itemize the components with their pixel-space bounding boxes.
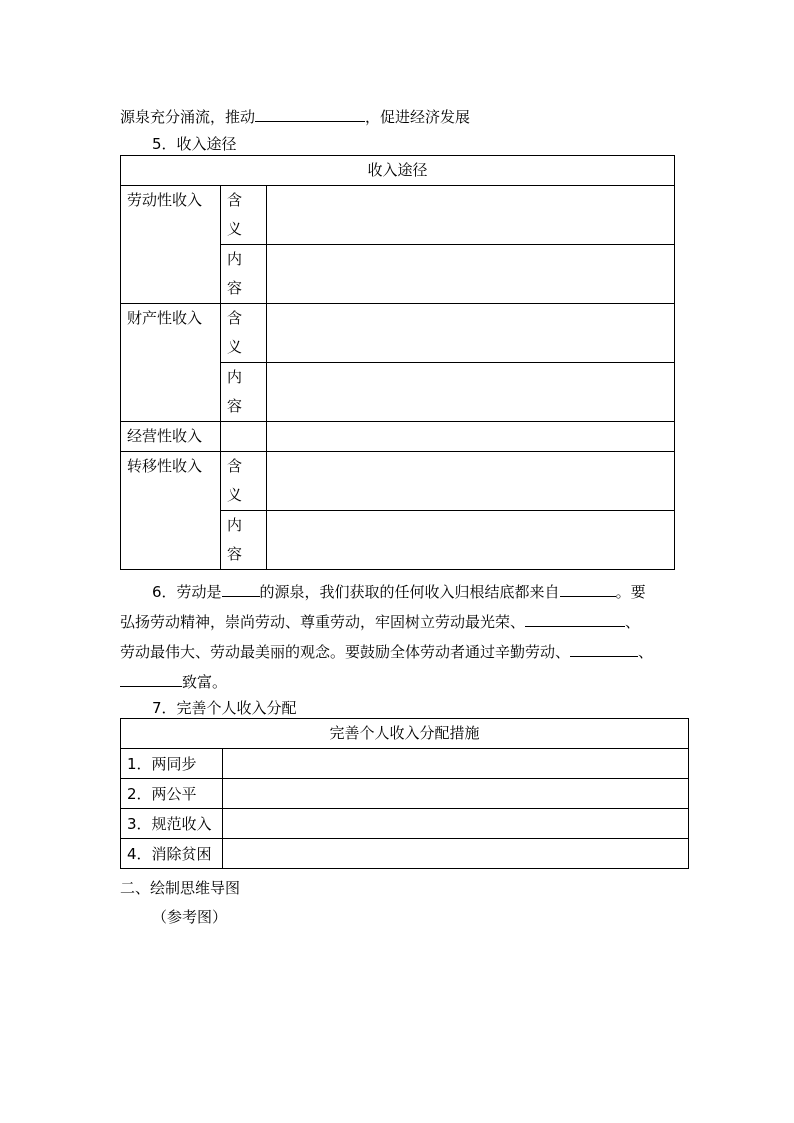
- intro-text-2: ，促进经济发展: [365, 108, 471, 126]
- reference-note: （参考图）: [152, 908, 228, 926]
- q7-heading: 7．完善个人收入分配: [152, 699, 297, 717]
- blank-field[interactable]: [120, 670, 182, 687]
- sub-meaning-label: 含 义: [221, 452, 267, 511]
- answer-cell[interactable]: [223, 839, 689, 869]
- q5-heading: 5．收入途径: [152, 135, 237, 153]
- answer-cell[interactable]: [267, 511, 675, 570]
- intro-text-1: 源泉充分涌流，推动: [120, 108, 256, 126]
- table-title: 收入途径: [121, 156, 675, 186]
- table-title: 完善个人收入分配措施: [121, 719, 689, 749]
- q6-line-2: 弘扬劳动精神，崇尚劳动、尊重劳动，牢固树立劳动最光荣、 、: [120, 610, 640, 632]
- answer-cell[interactable]: [223, 809, 689, 839]
- answer-cell[interactable]: [267, 452, 675, 511]
- income-sources-table: [120, 155, 675, 570]
- category-labor-income: 劳动性收入: [121, 186, 221, 304]
- answer-cell[interactable]: [267, 186, 675, 245]
- q6-line-4: 致富。: [120, 670, 227, 692]
- q6-line-1: 6．劳动是 的源泉，我们获取的任何收入归根结底都来自 。要: [152, 580, 646, 602]
- q6-line-3: 劳动最伟大、劳动最美丽的观念。要鼓励全体劳动者通过辛勤劳动、 、: [120, 640, 653, 662]
- blank-field[interactable]: [570, 640, 638, 657]
- section-2-heading: 二、绘制思维导图: [120, 879, 241, 897]
- answer-cell[interactable]: [267, 363, 675, 422]
- category-transfer-income: 转移性收入: [121, 452, 221, 570]
- answer-cell[interactable]: [267, 304, 675, 363]
- measure-label: 3．规范收入: [121, 809, 223, 839]
- answer-cell[interactable]: [267, 245, 675, 304]
- intro-line: [120, 105, 470, 127]
- answer-cell[interactable]: [223, 779, 689, 809]
- answer-cell[interactable]: [267, 422, 675, 452]
- measure-label: 2．两公平: [121, 779, 223, 809]
- answer-cell[interactable]: [223, 749, 689, 779]
- sub-meaning-label: 含 义: [221, 186, 267, 245]
- blank-field[interactable]: [525, 610, 625, 627]
- blank-field[interactable]: [222, 580, 260, 597]
- blank-field[interactable]: [255, 105, 365, 122]
- measure-label: 1．两同步: [121, 749, 223, 779]
- category-business-income: 经营性收入: [121, 422, 221, 452]
- sub-content-label: 内 容: [221, 511, 267, 570]
- blank-field[interactable]: [560, 580, 616, 597]
- sub-content-label: 内 容: [221, 245, 267, 304]
- income-distribution-table: [120, 718, 689, 869]
- measure-label: 4．消除贫困: [121, 839, 223, 869]
- sub-content-label: 内 容: [221, 363, 267, 422]
- category-property-income: 财产性收入: [121, 304, 221, 422]
- sub-meaning-label: 含 义: [221, 304, 267, 363]
- empty-cell: [221, 422, 267, 452]
